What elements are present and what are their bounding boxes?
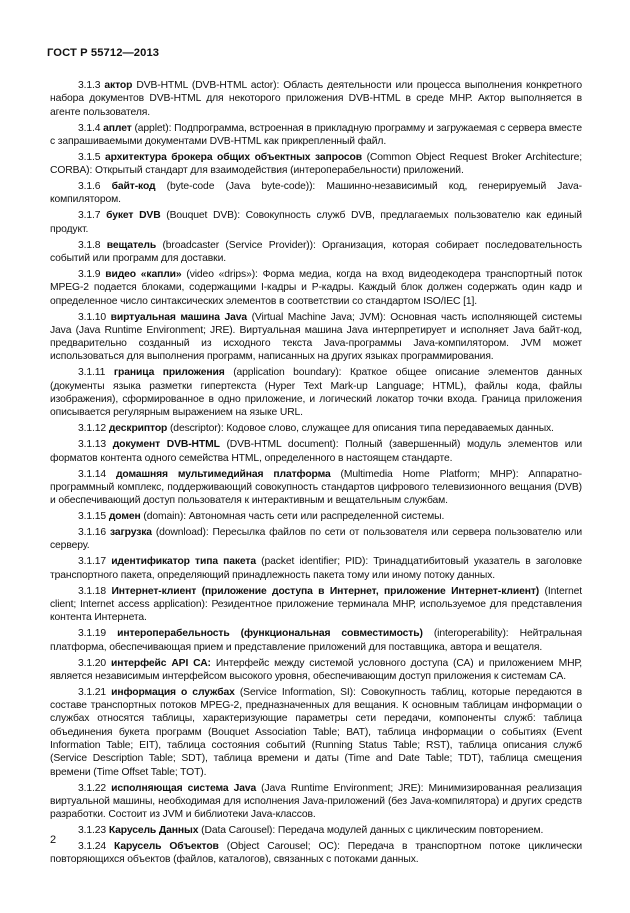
- term-entry: [50, 468, 582, 508]
- term-entry: [50, 555, 582, 582]
- term-number: 3.1.3: [78, 80, 101, 91]
- term-definition: DVB-HTML (DVB-HTML actor): Область деятельности или процесса выполнения конкретного набора документов DVB-HTML для некоторого приложения DVB-HTML в среде МНР. Актор выполняется в агенте пользователя.: [50, 80, 582, 118]
- term-entry: [50, 422, 582, 435]
- term-number: 3.1.16: [78, 527, 107, 539]
- terms-list: [50, 79, 582, 869]
- term-number: 3.1.20: [78, 657, 107, 669]
- term-name: интерфейс API СА:: [110, 657, 211, 669]
- term-name: Интернет-клиент (приложение доступа в Интернет, приложение Интернет-клиент): [111, 585, 540, 597]
- term-number: 3.1.6: [78, 181, 101, 193]
- term-definition: (interoperability): Нейтральная платформа, обеспечивающая прием и представление приложений для поставщика, автора и вещателя.: [50, 628, 583, 653]
- term-name: Карусель Объектов: [114, 841, 219, 853]
- term-name: информация о службах: [111, 686, 235, 698]
- term-name: видео «капли»: [105, 268, 182, 280]
- term-definition: (Common Object Request Broker Architecture; CORBA): Открытый стандарт для взаимодействия (интероперабельности) приложений.: [50, 151, 582, 177]
- term-definition: (packet identifier; PID): Тринадцатибитовый указатель в заголовке транспортного пакета, определяющий принадлежность пакета тому или иному потоку данных.: [50, 556, 582, 581]
- term-number: 3.1.4: [78, 122, 101, 134]
- term-definition: (Multimedia Home Platform; МНР): Аппаратно-программный комплекс, поддерживающий совокупность стандартов цифрового телевизионного вещания (DVB) и обеспечивающий доступ пользователя к интерактивным и вещательным службам.: [50, 468, 582, 507]
- term-definition: (domain): Автономная часть сети или распределенной системы.: [143, 511, 445, 523]
- term-number: 3.1.13: [78, 439, 107, 451]
- term-entry: [50, 510, 582, 523]
- page-number: 2: [50, 834, 57, 846]
- term-entry: [50, 585, 582, 625]
- term-entry: [50, 438, 582, 465]
- term-entry: [50, 526, 582, 553]
- term-name: домашняя мультимедийная платформа: [115, 468, 331, 480]
- term-entry: [50, 151, 582, 178]
- term-name: граница приложения: [113, 367, 225, 379]
- term-entry: [50, 180, 582, 207]
- term-number: 3.1.22: [78, 782, 107, 794]
- term-name: загрузка: [109, 527, 152, 539]
- term-entry: [50, 657, 582, 684]
- term-name: виртуальная машина Java: [110, 311, 248, 323]
- document-code-header: ГОСТ Р 55712—2013: [47, 47, 160, 59]
- term-number: 3.1.18: [78, 585, 107, 597]
- term-definition: (descriptor): Кодовое слово, служащее для описания типа передаваемых данных.: [169, 423, 554, 435]
- term-name: актор: [104, 80, 133, 91]
- term-definition: Интерфейс между системой условного доступа (СА) и приложением МНР, является независимым интерфейсом высокого уровня, обеспечивающим доступ приложения к системам СА.: [50, 657, 582, 682]
- term-entry: [50, 268, 582, 308]
- term-number: 3.1.11: [78, 367, 106, 379]
- term-entry: [50, 209, 582, 236]
- term-name: идентификатор типа пакета: [111, 556, 256, 568]
- term-entry: [50, 840, 582, 867]
- term-number: 3.1.9: [78, 268, 101, 280]
- term-entry: [50, 122, 582, 149]
- term-entry: [50, 782, 582, 822]
- term-name: архитектура брокера общих объектных запросов: [104, 151, 362, 163]
- term-number: 3.1.5: [78, 151, 101, 163]
- term-name: документ DVB-HTML: [112, 439, 220, 451]
- term-definition: (Service Information, SI): Совокупность таблиц, которые передаются в составе транспортных потоков MPEG-2, предназначенных для вещания. К основным таблицам информации о службах относятся таблицы, характеризующие параметры сети передачи, компоненты служб: таблица объединения букета программ (Bouquet Association Table; ВАТ), таблица информации о событиях (Event Information Table; EIT), таблица состояния событий (Running Status Table; RST), таблица описания служб (Service Description Table; SDT), таблица времени и даты (Time and Date Table; TDT), таблица смещения времени (Time Offset Table; TOT).: [50, 686, 582, 778]
- term-name: исполняющая система Java: [111, 782, 257, 794]
- term-definition: (Internet client; Internet access application): Резидентное приложение терминала МНР, используемое для представления контента Интернета.: [50, 585, 582, 624]
- term-number: 3.1.21: [78, 686, 107, 698]
- term-entry: [50, 686, 582, 779]
- term-name: байт-код: [111, 181, 156, 193]
- term-number: 3.1.15: [78, 511, 107, 523]
- term-name: интероперабельность (функциональная совместимость): [117, 628, 423, 640]
- term-definition: (DVB-HTML document): Полный (завершенный) модуль элементов или форматов контента одного семейства HTML, определенного в настоящем стандарте.: [50, 439, 582, 464]
- term-name: дескриптор: [108, 423, 168, 435]
- term-number: 3.1.12: [78, 423, 107, 435]
- term-name: аплет: [103, 122, 132, 134]
- term-entry: [50, 627, 582, 654]
- term-name: домен: [108, 511, 141, 523]
- term-definition: (video «drips»): Форма медиа, когда на вход видеодекодера транспортный поток MPEG-2 подается блоками, содержащими I-кадры и Р-кадры. Каждый блок должен содержать один кадр и определенное число синтаксических элементов в соответствии со стандартом ISO/IEC [1].: [50, 268, 582, 307]
- term-entry: [50, 824, 582, 837]
- term-number: 3.1.17: [78, 556, 107, 568]
- term-definition: (broadcaster (Service Provider)): Организация, которая собирает последовательность событий или программ для доставки.: [50, 239, 582, 264]
- term-entry: [50, 366, 582, 419]
- term-number: 3.1.7: [78, 210, 101, 222]
- term-definition: (Data Carousel): Передача модулей данных с циклическим повторением.: [201, 825, 544, 837]
- term-name: вещатель: [106, 239, 157, 251]
- term-number: 3.1.10: [78, 311, 107, 323]
- term-definition: (Java Runtime Environment; JRE): Минимизированная реализация виртуальной машины, необходимая для исполнения Java-приложений (без Java-компилятора) и других средств разработки. Состоит из JVM и библиотеки Java-классов.: [50, 782, 582, 821]
- term-definition: (application boundary): Краткое общее описание элементов данных (документы языка разметки гипертекста (Hyper Text Mark-up Language; HTML), файлы кода, файлы изображения), сформированное в одно приложение, и логический локатор точки входа. Граница приложения описывается регулярным выражением на языке URL.: [50, 367, 582, 419]
- term-number: 3.1.24: [78, 841, 107, 853]
- term-definition: (byte-code (Java byte-code)): Машинно-независимый код, генерируемый Java-компилятором.: [50, 181, 583, 206]
- term-number: 3.1.14: [78, 468, 107, 480]
- term-number: 3.1.23: [78, 825, 107, 837]
- term-number: 3.1.8: [78, 239, 101, 251]
- term-number: 3.1.19: [78, 628, 107, 640]
- term-definition: (Object Carousel; ОС): Передача в транспортном потоке циклически повторяющихся объектов (файлов, каталогов), связанных с потоками данных.: [50, 841, 582, 866]
- term-name: букет DVB: [106, 210, 161, 222]
- term-name: Карусель Данных: [108, 825, 199, 837]
- term-definition: (download): Пересылка файлов по сети от пользователя или сервера пользователю или серверу.: [50, 527, 582, 552]
- term-definition: (Virtual Machine Java; JVM): Основная часть исполняющей системы Java (Java Runtime Environment; JRE). Виртуальная машина Java интерпретирует и исполняет Java байт-код, предварительно созданный из исходного текста Java-программы Java-компилятором. JVM может использоваться для выполнения программ, написанных на других языках программирования.: [50, 311, 582, 363]
- term-entry: [50, 79, 582, 119]
- term-entry: [50, 311, 582, 364]
- term-entry: [50, 239, 582, 266]
- term-definition: (applet): Подпрограмма, встроенная в прикладную программу и загружаемая с сервера вместе с запрашиваемыми документами DVB-HTML как прикрепленный файл.: [50, 122, 582, 147]
- term-definition: (Bouquet DVB): Совокупность служб DVB, предлагаемых пользователю как единый продукт.: [50, 210, 582, 235]
